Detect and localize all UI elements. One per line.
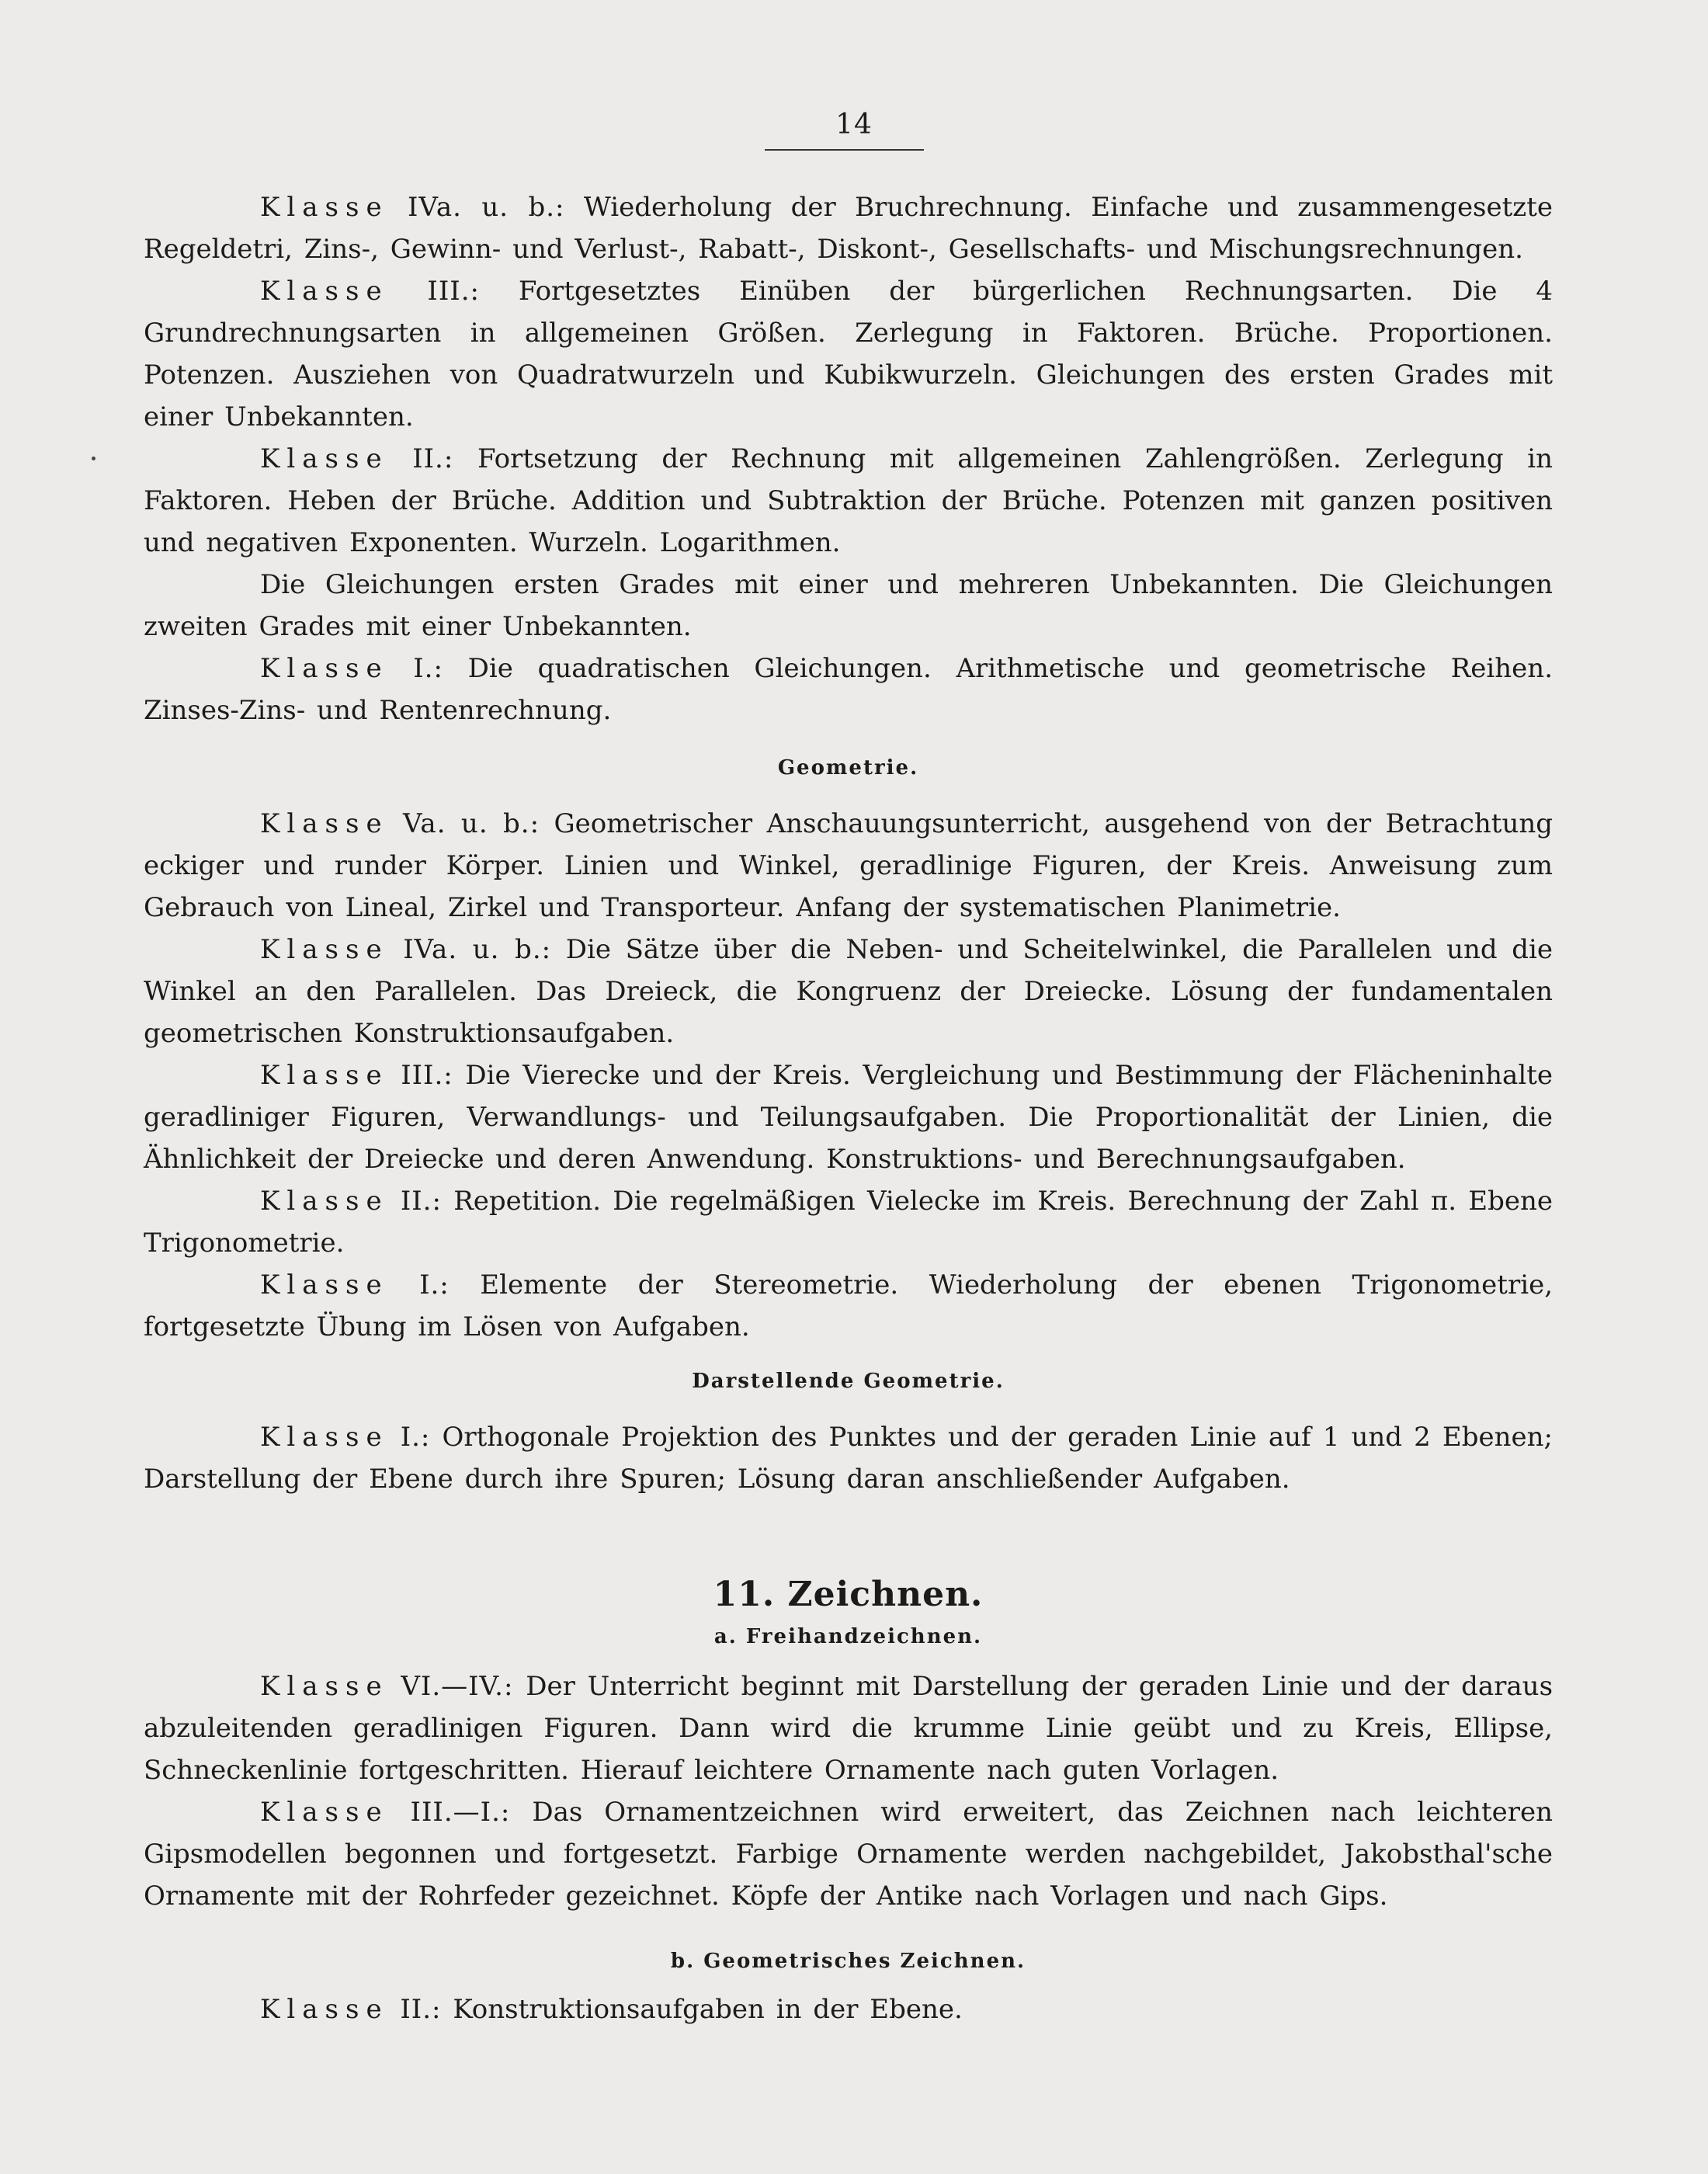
klasse-label: Klasse (260, 1422, 389, 1453)
page-content (144, 186, 1553, 2030)
klasse-number: I.: (413, 653, 443, 684)
klasse-label: Klasse (260, 276, 389, 307)
klasse-number: IVa. u. b.: (407, 192, 565, 223)
klasse-number: I.: (419, 1269, 450, 1301)
page-number: 14 (835, 109, 873, 141)
paragraph-text: Der Unterricht beginnt mit Darstellung der geraden Linie und der daraus abzuleitenden geradlinigen Figuren. Dann wird die krumme Linie geübt und zu Kreis, Ellipse, Schneckenlinie fortgeschritten. Hierauf leichtere Ornamente nach guten Vorlagen. (144, 1671, 1554, 1786)
paragraph-text: Das Ornamentzeichnen wird erweitert, das Zeichnen nach leichteren Gipsmodellen begonnen und fortgesetzt. Farbige Ornamente werden nachgebildet, Jakobsthal'sche Ornamente mit der Rohrfeder gezeichnet. Köpfe der Antike nach Vorlagen und nach Gips. (144, 1797, 1554, 1912)
curriculum-paragraph (144, 1665, 1553, 1791)
paragraph-text: Konstruktionsaufgaben in der Ebene. (453, 1994, 963, 2025)
paragraph-text: Die Vierecke und der Kreis. Vergleichung und Bestimmung der Flächeninhalte geradliniger Figuren, Verwandlungs- und Teilungsaufgaben. Die Proportionalität der Linien, die Ähnlichkeit der Dreiecke und deren Anwendung. Konstruktions- und Berechnungsaufgaben. (144, 1060, 1553, 1175)
section-heading-geometrie: Geometrie. (777, 756, 919, 780)
klasse-label: Klasse (260, 1797, 389, 1828)
curriculum-paragraph (144, 1180, 1553, 1264)
klasse-number: II.: (400, 1186, 442, 1217)
klasse-number: IVa. u. b.: (403, 934, 552, 965)
curriculum-paragraph (144, 564, 1553, 648)
klasse-number: VI.—IV.: (401, 1671, 514, 1702)
paragraph-text: Die quadratischen Gleichungen. Arithmetische und geometrische Reihen. Zinses-Zins- und Rentenrechnung. (144, 653, 1554, 726)
curriculum-paragraph (144, 648, 1553, 731)
klasse-label: Klasse (260, 653, 389, 684)
curriculum-paragraph (144, 1264, 1553, 1348)
curriculum-paragraph (144, 1988, 1553, 2030)
klasse-number: III.: (401, 1060, 453, 1091)
klasse-label: Klasse (260, 192, 389, 223)
section-heading-freihandzeichnen: a. Freihandzeichnen. (713, 1625, 983, 1648)
curriculum-paragraph (144, 1791, 1553, 1917)
page-number-rule (765, 149, 924, 151)
klasse-label: Klasse (260, 1994, 389, 2025)
curriculum-paragraph (144, 270, 1553, 438)
paragraph-text: Repetition. Die regelmäßigen Vielecke im Kreis. Berechnung der Zahl π. Ebene Trigonometrie. (144, 1186, 1553, 1259)
klasse-label: Klasse (260, 1186, 389, 1217)
paragraph-text: Die Gleichungen ersten Grades mit einer und mehreren Unbekannten. Die Gleichungen zweiten Grades mit einer Unbekannten. (144, 569, 1553, 642)
klasse-label: Klasse (260, 1671, 389, 1702)
section-heading-geometrisches-zeichnen: b. Geometrisches Zeichnen. (670, 1950, 1026, 1973)
klasse-label: Klasse (260, 443, 389, 474)
chapter-heading-zeichnen: 11. Zeichnen. (713, 1575, 984, 1614)
curriculum-paragraph (144, 929, 1553, 1054)
klasse-number: I.: (400, 1422, 431, 1453)
paragraph-text: Geometrischer Anschauungsunterricht, ausgehend von der Betrachtung eckiger und runder Körper. Linien und Winkel, geradlinige Figuren, der Kreis. Anweisung zum Gebrauch von Lineal, Zirkel und Transporteur. Anfang der systematischen Planimetrie. (144, 808, 1554, 923)
klasse-label: Klasse (260, 934, 389, 965)
curriculum-paragraph (144, 1054, 1553, 1180)
klasse-number: II.: (400, 1994, 442, 2025)
paragraph-text: Elemente der Stereometrie. Wiederholung der ebenen Trigonometrie, fortgesetzte Übung im Lösen von Aufgaben. (144, 1269, 1554, 1342)
klasse-label: Klasse (260, 1060, 389, 1091)
section-heading-darstellende-geometrie: Darstellende Geometrie. (692, 1370, 1005, 1393)
stray-dot (92, 457, 95, 460)
curriculum-paragraph (144, 803, 1553, 929)
curriculum-paragraph (144, 186, 1553, 270)
paragraph-text: Die Sätze über die Neben- und Scheitelwinkel, die Parallelen und die Winkel an den Parallelen. Das Dreieck, die Kongruenz der Dreiecke. Lösung der fundamentalen geometrischen Konstruktionsaufgaben. (144, 934, 1554, 1049)
klasse-number: Va. u. b.: (402, 808, 540, 839)
paragraph-text: Fortsetzung der Rechnung mit allgemeinen Zahlengrößen. Zerlegung in Faktoren. Heben der Brüche. Addition und Subtraktion der Brüche. Potenzen mit ganzen positiven und negativen Exponenten. Wurzeln. Logarithmen. (144, 443, 1553, 558)
paragraph-text: Orthogonale Projektion des Punktes und der geraden Linie auf 1 und 2 Ebenen; Darstellung der Ebene durch ihre Spuren; Lösung daran anschließender Aufgaben. (144, 1422, 1553, 1495)
klasse-number: III.: (427, 276, 480, 307)
curriculum-paragraph (144, 1416, 1553, 1500)
klasse-number: II.: (412, 443, 454, 474)
paragraph-text: Fortgesetztes Einüben der bürgerlichen Rechnungsarten. Die 4 Grundrechnungsarten in allgemeinen Größen. Zerlegung in Faktoren. Brüche. Proportionen. Potenzen. Ausziehen von Quadratwurzeln und Kubikwurzeln. Gleichungen des ersten Grades mit einer Unbekannten. (144, 276, 1553, 432)
curriculum-paragraph (144, 438, 1553, 564)
klasse-label: Klasse (260, 1269, 389, 1301)
klasse-label: Klasse (260, 808, 389, 839)
klasse-number: III.—I.: (410, 1797, 511, 1828)
paragraph-text: Wiederholung der Bruchrechnung. Einfache und zusammengesetzte Regeldetri, Zins-, Gewinn- und Verlust-, Rabatt-, Diskont-, Gesellschafts- und Mischungsrechnungen. (144, 192, 1553, 265)
